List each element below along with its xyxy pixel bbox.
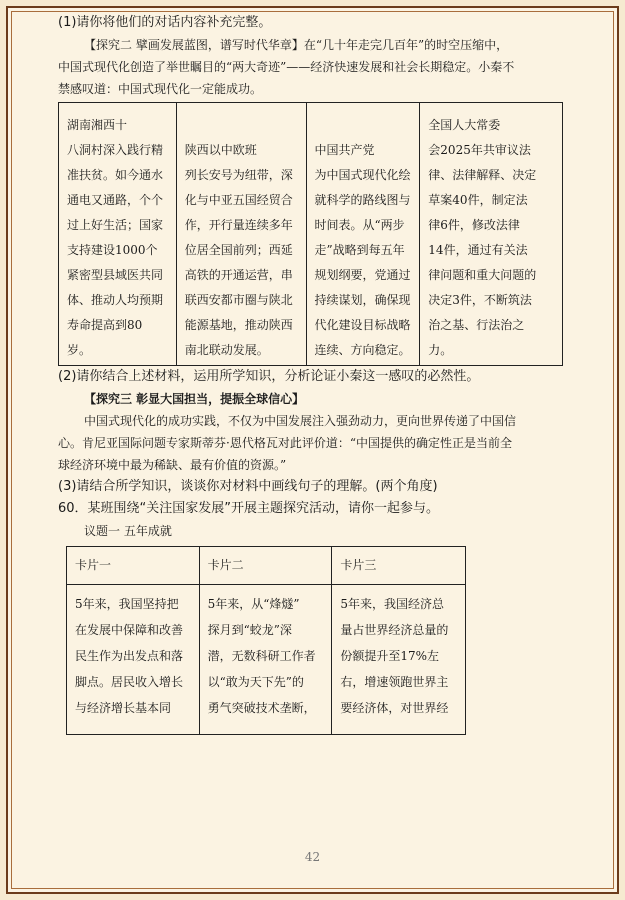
topic-1-title: 议题一 五年成就	[84, 524, 172, 538]
page-number: 42	[304, 850, 321, 864]
material-cell-hunan: 湖南湘西十 八洞村深入践行精 准扶贫。如今通水 通电又通路，个个 过上好生活；国家 支持建设1000个 紧密型县域医共同 体、推动人均预期 寿命提高到80 岁。	[59, 103, 177, 366]
explore-3-line-1: 中国式现代化的成功实践，不仅为中国发展注入强劲动力，更向世界传递了中国信	[84, 414, 517, 428]
explore-3-line-3: 球经济环境中最为稀缺、最有价值的资源。”	[58, 458, 287, 472]
card-3-header: 卡片三	[332, 547, 466, 585]
explore-3-title: 【探究三 彰显大国担当，提振全球信心】	[84, 392, 305, 406]
card-1-header: 卡片一	[67, 547, 200, 585]
question-60-prompt: 60．某班围绕“关注国家发展”开展主题探究活动，请你一起参与。	[58, 501, 440, 516]
explore-2-line-2: 中国式现代化创造了举世瞩目的“两大奇迹”——经济快速发展和社会长期稳定。小秦不	[58, 60, 515, 74]
card-3-body: 5年来，我国经济总 量占世界经济总量的 份额提升至17%左 右，增速领跑世界主 要经济体，对世界经	[332, 585, 466, 735]
explore-2-line-1: 【探究二 擘画发展蓝图，谱写时代华章】在“几十年走完几百年”的时空压缩中，	[84, 38, 509, 52]
cards-table	[66, 546, 466, 735]
card-2-body: 5年来，从“烽燧” 探月到“蛟龙”深 潜，无数科研工作者 以“敢为天下先”的 勇气突破技术垄断，	[199, 585, 332, 735]
explore-2-line-3: 禁感叹道：中国式现代化一定能成功。	[58, 82, 263, 96]
card-1-body: 5年来，我国坚持把 在发展中保障和改善 民生作为出发点和落 脚点。居民收入增长 与经济增长基本同	[67, 585, 200, 735]
material-cell-cpc: 中国共产党 为中国式现代化绘 就科学的路线图与 时间表。从“两步 走”战略到每五年 规划纲要，党通过 持续谋划，确保现 代化建设目标战略 连续、方向稳定。	[306, 103, 420, 366]
question-2-prompt: (2)请你结合上述材料，运用所学知识，分析论证小秦这一感叹的必然性。	[58, 369, 480, 384]
material-cell-shaanxi: 陕西以中欧班 列长安号为纽带，深 化与中亚五国经贸合 作，开行量连续多年 位居全国前列；西延 高铁的开通运营，串 联西安都市圈与陕北 能源基地，推动陕西 南北联动发展。	[176, 103, 306, 366]
question-1-prompt: (1)请你将他们的对话内容补充完整。	[58, 15, 272, 30]
question-3-prompt: (3)请结合所学知识，谈谈你对材料中画线句子的理解。(两个角度)	[58, 479, 438, 494]
material-cell-npc: 全国人大常委 会2025年共审议法 律、法律解释、决定 草案40件，制定法 律6件，修改法律 14件，通过有关法 律问题和重大问题的 决定3件，不断筑法 治之基、行法治之 力。	[420, 103, 563, 366]
material-table	[58, 102, 563, 366]
card-2-header: 卡片二	[199, 547, 332, 585]
document-body	[58, 12, 568, 735]
explore-3-line-2: 心。肯尼亚国际问题专家斯蒂芬·恩代格瓦对此评价道：“中国提供的确定性正是当前全	[58, 436, 512, 450]
